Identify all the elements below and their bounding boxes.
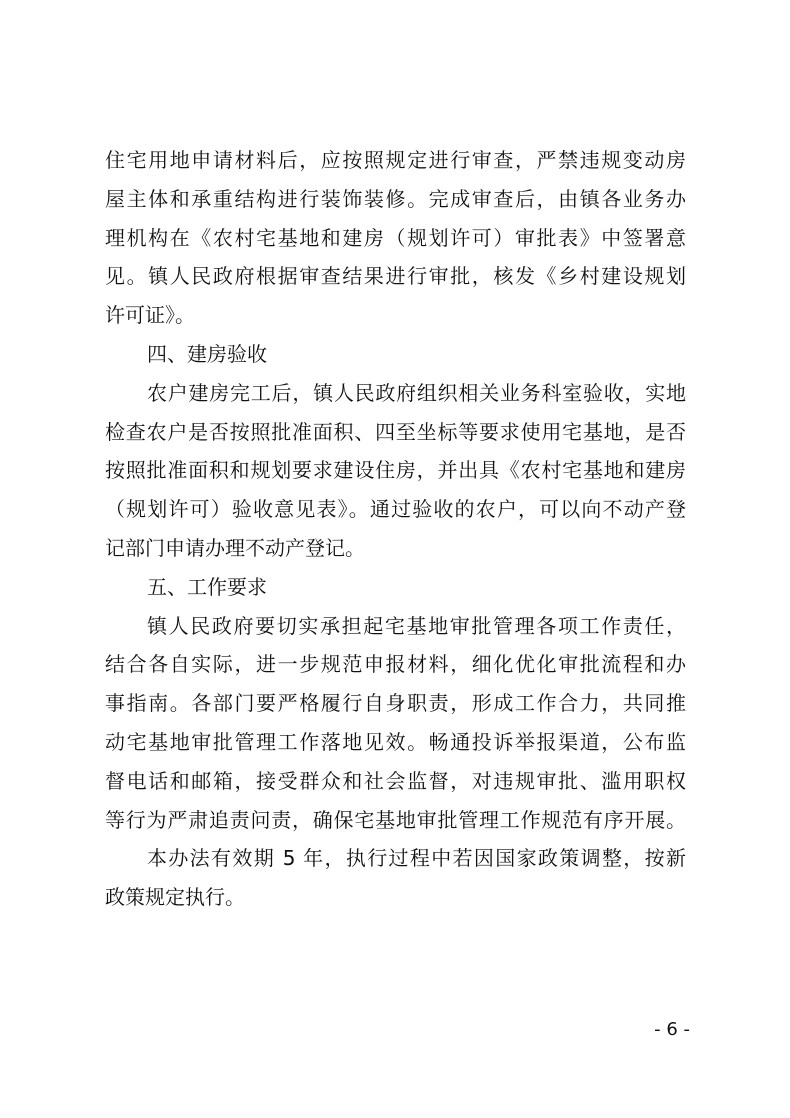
body-line: 记部门申请办理不动产登记。 (105, 535, 365, 560)
body-line: 屋主体和承重结构进行装饰装修。完成审查后，由镇各业务办 (105, 186, 686, 211)
body-line: 督电话和邮箱，接受群众和社会监督，对违规审批、滥用职权 (105, 768, 686, 793)
body-line: 农户建房完工后，镇人民政府组织相关业务科室验收，实地 (147, 380, 686, 405)
paragraph-approval-tail (105, 141, 686, 335)
body-line: 事指南。各部门要严格履行自身职责，形成工作合力，共同推 (105, 691, 686, 716)
body-line: 理机构在《农村宅基地和建房（规划许可）审批表》中签署意 (105, 225, 686, 250)
section-heading-requirements: 五、工作要求 (147, 574, 267, 599)
body-line: 检查农户是否按照批准面积、四至坐标等要求使用宅基地，是否 (105, 419, 686, 444)
paragraph-validity (105, 839, 686, 917)
body-line: 本办法有效期 5 年，执行过程中若因国家政策调整，按新 (147, 846, 686, 871)
section-heading-inspection: 四、建房验收 (147, 341, 267, 366)
body-line: 按照批准面积和规划要求建设住房，并出具《农村宅基地和建房 (105, 458, 686, 483)
body-line: 政策规定执行。 (105, 885, 245, 910)
paragraph-requirements (105, 607, 686, 840)
document-body (105, 141, 686, 917)
paragraph-inspection (105, 374, 686, 568)
body-line: 见。镇人民政府根据审查结果进行审批，核发《乡村建设规划 (105, 264, 686, 289)
body-line: 许可证》。 (105, 303, 195, 328)
body-line: 等行为严肃追责问责，确保宅基地审批管理工作规范有序开展。 (105, 807, 686, 832)
body-line: 结合各自实际，进一步规范申报材料，细化优化审批流程和办 (105, 652, 686, 677)
body-line: 动宅基地审批管理工作落地见效。畅通投诉举报渠道，公布监 (105, 729, 686, 754)
body-line: （规划许可）验收意见表》。通过验收的农户，可以向不动产登 (105, 497, 686, 522)
page-number: - 6 - (654, 1019, 690, 1040)
body-line: 住宅用地申请材料后，应按照规定进行审查，严禁违规变动房 (105, 148, 686, 172)
body-line: 镇人民政府要切实承担起宅基地审批管理各项工作责任， (147, 613, 686, 638)
